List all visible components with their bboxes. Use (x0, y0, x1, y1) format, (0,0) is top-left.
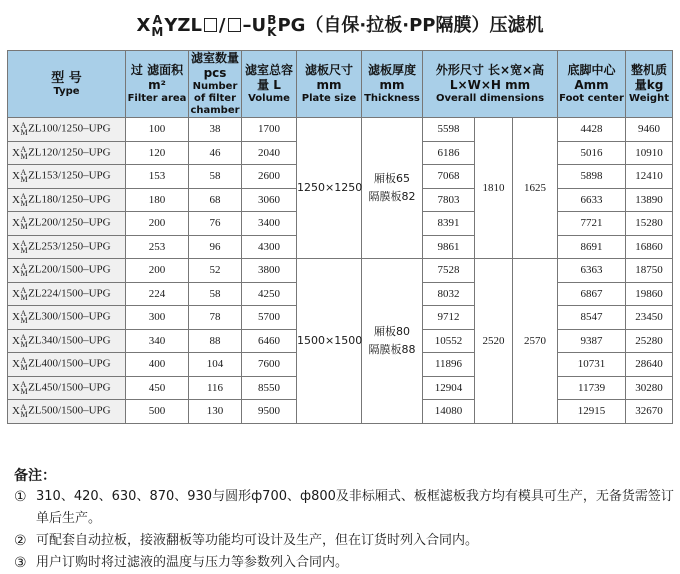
cell-weight: 10910 (626, 141, 673, 165)
model-prefix-stack: A M (20, 168, 28, 185)
header-overall-dimensions: 外形尺寸 长×宽×高 L×W×H mm Overall dimensions (423, 51, 558, 118)
cell-chambers: 58 (189, 165, 242, 189)
cell-volume: 4300 (242, 235, 297, 259)
cell-weight: 9460 (626, 118, 673, 142)
model-prefix-stack: A M (20, 356, 28, 373)
cell-foot-center: 9387 (558, 329, 626, 353)
cell-chambers: 52 (189, 259, 242, 283)
cell-foot-center: 11739 (558, 376, 626, 400)
cell-foot-center: 8691 (558, 235, 626, 259)
model-prefix-stack: A M (20, 285, 28, 302)
cell-length: 10552 (423, 329, 475, 353)
note-text: 用户订购时将过滤液的温度与压力等参数列入合同内。 (36, 555, 349, 570)
cell-length: 5598 (423, 118, 475, 142)
cell-weight: 28640 (626, 353, 673, 377)
cell-plate-size: 1500×1500 (297, 259, 362, 424)
note-number: ② (14, 533, 27, 549)
cell-height: 2570 (513, 259, 558, 424)
cell-filter-area: 500 (126, 400, 189, 424)
spec-table (7, 50, 673, 424)
cell-filter-area: 340 (126, 329, 189, 353)
cell-length: 9712 (423, 306, 475, 330)
note-item (14, 552, 674, 574)
cell-filter-area: 400 (126, 353, 189, 377)
cell-foot-center: 6363 (558, 259, 626, 283)
cell-filter-area: 153 (126, 165, 189, 189)
model-prefix-stack: A M (20, 121, 28, 138)
cell-volume: 1700 (242, 118, 297, 142)
cell-volume: 3060 (242, 188, 297, 212)
cell-weight: 30280 (626, 376, 673, 400)
cell-length: 12904 (423, 376, 475, 400)
cell-filter-area: 300 (126, 306, 189, 330)
model-prefix-stack: A M (20, 332, 28, 349)
cell-model: X A M ZL300/1500–UPG (8, 306, 126, 330)
cell-length: 11896 (423, 353, 475, 377)
cell-length: 9861 (423, 235, 475, 259)
title-part2: –U (242, 15, 267, 36)
cell-weight: 13890 (626, 188, 673, 212)
table-row (8, 259, 673, 283)
cell-model: X A M ZL180/1250–UPG (8, 188, 126, 212)
cell-weight: 18750 (626, 259, 673, 283)
cell-foot-center: 6867 (558, 282, 626, 306)
cell-weight: 12410 (626, 165, 673, 189)
cell-volume: 8550 (242, 376, 297, 400)
cell-length: 7528 (423, 259, 475, 283)
cell-chambers: 96 (189, 235, 242, 259)
cell-volume: 2040 (242, 141, 297, 165)
cell-filter-area: 100 (126, 118, 189, 142)
cell-model: X A M ZL400/1500–UPG (8, 353, 126, 377)
model-prefix-stack: A M (20, 238, 28, 255)
cell-weight: 23450 (626, 306, 673, 330)
cell-volume: 7600 (242, 353, 297, 377)
placeholder-box-icon (204, 18, 217, 32)
cell-filter-area: 180 (126, 188, 189, 212)
cell-chambers: 78 (189, 306, 242, 330)
cell-volume: 4250 (242, 282, 297, 306)
cell-chambers: 88 (189, 329, 242, 353)
note-text: 310、420、630、870、930与圆形ф700、ф800及非标厢式、板框滤板我方均有模具可生产，无备货需签订单后生产。 (36, 489, 674, 526)
table-body (8, 118, 673, 424)
title-part3: PG (277, 15, 306, 36)
cell-weight: 32670 (626, 400, 673, 424)
title-stack-am: A M (151, 13, 164, 39)
cell-plate-size: 1250×1250 (297, 118, 362, 259)
title-stack-bk: B K (267, 13, 277, 39)
cell-volume: 2600 (242, 165, 297, 189)
cell-model: X A M ZL500/1500–UPG (8, 400, 126, 424)
cell-model: X A M ZL340/1500–UPG (8, 329, 126, 353)
cell-filter-area: 120 (126, 141, 189, 165)
model-prefix-stack: A M (20, 379, 28, 396)
cell-foot-center: 6633 (558, 188, 626, 212)
cell-model: X A M ZL200/1500–UPG (8, 259, 126, 283)
model-prefix-stack: A M (20, 215, 28, 232)
note-text: 可配套自动拉板，接液翻板等功能均可设计及生产，但在订货时列入合同内。 (36, 533, 479, 548)
model-prefix-stack: A M (20, 309, 28, 326)
cell-model: X A M ZL450/1500–UPG (8, 376, 126, 400)
cell-filter-area: 200 (126, 259, 189, 283)
cell-volume: 3400 (242, 212, 297, 236)
cell-chambers: 46 (189, 141, 242, 165)
cell-foot-center: 8547 (558, 306, 626, 330)
note-number: ③ (14, 555, 27, 571)
cell-length: 7068 (423, 165, 475, 189)
title-slash: / (218, 15, 226, 36)
cell-length: 7803 (423, 188, 475, 212)
cell-model: X A M ZL100/1250–UPG (8, 118, 126, 142)
cell-weight: 15280 (626, 212, 673, 236)
header-thickness: 滤板厚度 mm Thickness (362, 51, 423, 118)
cell-length: 8032 (423, 282, 475, 306)
cell-foot-center: 5016 (558, 141, 626, 165)
notes-title: 备注： (14, 468, 56, 484)
note-item (14, 486, 674, 530)
notes-section (14, 466, 674, 574)
cell-chambers: 130 (189, 400, 242, 424)
header-type: 型 号 Type (8, 51, 126, 118)
placeholder-box-icon (228, 18, 241, 32)
cell-chambers: 68 (189, 188, 242, 212)
cell-chambers: 116 (189, 376, 242, 400)
cell-width: 1810 (475, 118, 513, 259)
cell-chambers: 76 (189, 212, 242, 236)
page-title (0, 6, 680, 46)
title-part1: YZL (164, 15, 202, 36)
title-suffix: （自保·拉板·PP隔膜）压滤机 (305, 15, 544, 36)
cell-weight: 19860 (626, 282, 673, 306)
cell-volume: 5700 (242, 306, 297, 330)
cell-thickness: 厢板80 隔膜板88 (362, 259, 423, 424)
cell-model: X A M ZL120/1250–UPG (8, 141, 126, 165)
cell-model: X A M ZL153/1250–UPG (8, 165, 126, 189)
cell-foot-center: 7721 (558, 212, 626, 236)
cell-length: 8391 (423, 212, 475, 236)
header-volume: 滤室总容量 L Volume (242, 51, 297, 118)
cell-chambers: 58 (189, 282, 242, 306)
cell-filter-area: 450 (126, 376, 189, 400)
model-prefix-stack: A M (20, 262, 28, 279)
cell-model: X A M ZL200/1250–UPG (8, 212, 126, 236)
cell-weight: 16860 (626, 235, 673, 259)
header-foot-center: 底脚中心Amm Foot center (558, 51, 626, 118)
cell-model: X A M ZL253/1250–UPG (8, 235, 126, 259)
header-chambers: 滤室数量 pcs Number of filter chamber (190, 51, 240, 116)
cell-chambers: 38 (189, 118, 242, 142)
header-filter-area: 过 滤面积m² Filter area (126, 51, 189, 118)
cell-volume: 3800 (242, 259, 297, 283)
cell-foot-center: 12915 (558, 400, 626, 424)
cell-weight: 25280 (626, 329, 673, 353)
title-prefix: X (136, 15, 151, 36)
header-plate-size: 滤板尺寸 mm Plate size (297, 51, 362, 118)
cell-height: 1625 (513, 118, 558, 259)
table-header-row (8, 51, 673, 118)
header-weight: 整机质量kg Weight (626, 51, 673, 118)
cell-filter-area: 200 (126, 212, 189, 236)
cell-length: 14080 (423, 400, 475, 424)
cell-thickness: 厢板65 隔膜板82 (362, 118, 423, 259)
cell-volume: 9500 (242, 400, 297, 424)
cell-chambers: 104 (189, 353, 242, 377)
cell-foot-center: 4428 (558, 118, 626, 142)
cell-length: 6186 (423, 141, 475, 165)
cell-filter-area: 224 (126, 282, 189, 306)
note-number: ① (14, 489, 27, 505)
model-prefix-stack: A M (20, 191, 28, 208)
note-item (14, 530, 674, 552)
table-row (8, 118, 673, 142)
cell-width: 2520 (475, 259, 513, 424)
model-prefix-stack: A M (20, 144, 28, 161)
cell-volume: 6460 (242, 329, 297, 353)
cell-foot-center: 5898 (558, 165, 626, 189)
model-prefix-stack: A M (20, 403, 28, 420)
cell-model: X A M ZL224/1500–UPG (8, 282, 126, 306)
cell-filter-area: 253 (126, 235, 189, 259)
cell-foot-center: 10731 (558, 353, 626, 377)
